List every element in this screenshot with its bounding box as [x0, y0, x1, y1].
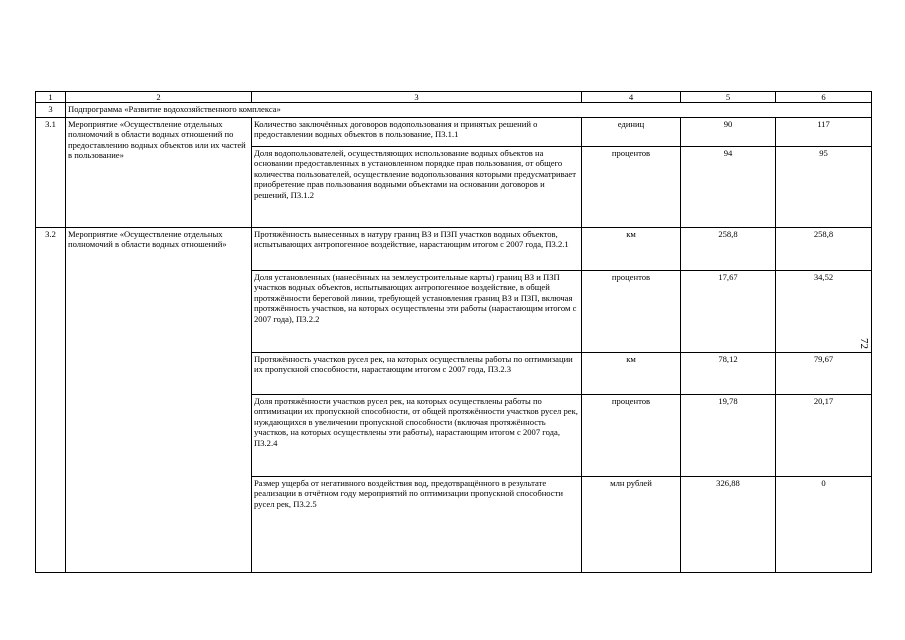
- value-col5: 78,12: [681, 352, 776, 394]
- column-number: 3: [252, 92, 582, 103]
- unit-cell: процентов: [582, 394, 681, 476]
- value-col6: 258,8: [776, 227, 872, 270]
- indicator-cell: Размер ущерба от негативного воздействия вод, предотвращённого в результате реализации в отчётном году мероприятий по оптимизации пропускной способности русел рек, П3.2.5: [252, 476, 582, 572]
- value-col5: 17,67: [681, 270, 776, 352]
- unit-cell: км: [582, 227, 681, 270]
- page-number: 72: [858, 338, 870, 349]
- column-number-row: [36, 92, 872, 103]
- value-col6: 79,67: [776, 352, 872, 394]
- table-row: [36, 227, 872, 270]
- indicators-table: [35, 91, 872, 573]
- unit-cell: процентов: [582, 146, 681, 227]
- indicator-cell: Доля водопользователей, осуществляющих использование водных объектов на основании предоставленных в установленном порядке прав пользования, от общего количества пользователей, осуществление водопользования которыми предусматривает приобретение прав пользования водными объектами на основании договоров и решений, П3.1.2: [252, 146, 582, 227]
- indicator-cell: Доля протяжённости участков русел рек, на которых осуществлены работы по оптимизации их пропускной способности, от общей протяжённости участков русел рек, нуждающихся в увеличении пропускной способности (включая протяжённость участков, на которых осуществлены эти работы), нарастающим итогом с 2007 года, П3.2.4: [252, 394, 582, 476]
- indicator-cell: Количество заключённых договоров водопользования и принятых решений о предоставлении водных объектов в пользование, П3.1.1: [252, 117, 582, 146]
- value-col5: 19,78: [681, 394, 776, 476]
- value-col5: 258,8: [681, 227, 776, 270]
- column-number: 4: [582, 92, 681, 103]
- value-col6: 0: [776, 476, 872, 572]
- value-col6: 20,17: [776, 394, 872, 476]
- measure-number: 3.1: [36, 117, 66, 227]
- value-col6: 34,52: [776, 270, 872, 352]
- table-row: [36, 117, 872, 146]
- value-col5: 326,88: [681, 476, 776, 572]
- measure-title: Мероприятие «Осуществление отдельных полномочий в области водных отношений по предоставлению водных объектов или их частей в пользование»: [66, 117, 252, 227]
- unit-cell: км: [582, 352, 681, 394]
- subprogram-title: Подпрограмма «Развитие водохозяйственного комплекса»: [66, 103, 872, 118]
- unit-cell: млн рублей: [582, 476, 681, 572]
- value-col5: 90: [681, 117, 776, 146]
- subprogram-row: [36, 103, 872, 118]
- column-number: 2: [66, 92, 252, 103]
- indicator-cell: Протяжённость вынесенных в натуру границ ВЗ и ПЗП участков водных объектов, испытывающих антропогенное воздействие, нарастающим итогом с 2007 года, П3.2.1: [252, 227, 582, 270]
- measure-number: 3.2: [36, 227, 66, 572]
- indicator-cell: Протяжённость участков русел рек, на которых осуществлены работы по оптимизации их пропускной способности, нарастающим итогом с 2007 года, П3.2.3: [252, 352, 582, 394]
- value-col5: 94: [681, 146, 776, 227]
- value-col6: 95: [776, 146, 872, 227]
- subprogram-number: 3: [36, 103, 66, 118]
- column-number: 1: [36, 92, 66, 103]
- column-number: 6: [776, 92, 872, 103]
- indicator-cell: Доля установленных (нанесённых на землеустроительные карты) границ ВЗ и ПЗП участков водных объектов, испытывающих антропогенное воздействие, в общей протяжённости береговой линии, требующей установления границ ВЗ и ПЗП, включая протяжённость участков, на которых осуществлены эти работы (нарастающим итогом с 2007 года), П3.2.2: [252, 270, 582, 352]
- unit-cell: процентов: [582, 270, 681, 352]
- unit-cell: единиц: [582, 117, 681, 146]
- column-number: 5: [681, 92, 776, 103]
- value-col6: 117: [776, 117, 872, 146]
- measure-title: Мероприятие «Осуществление отдельных полномочий в области водных отношений»: [66, 227, 252, 572]
